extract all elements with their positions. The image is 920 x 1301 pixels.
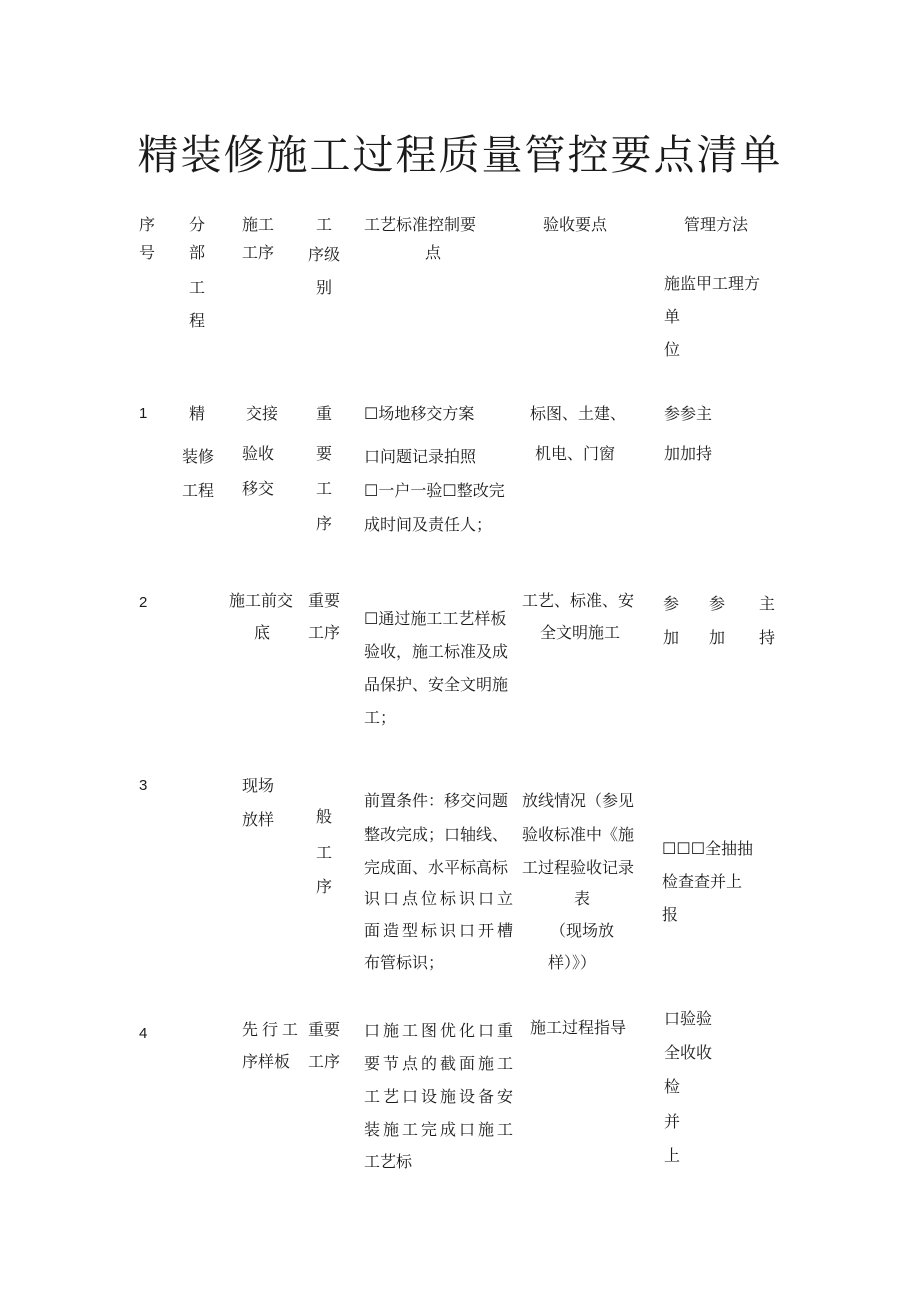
- header-division-4: 程: [189, 311, 206, 330]
- row-4-level-1: 重要: [308, 1020, 341, 1039]
- row-2-seq: 2: [139, 594, 148, 611]
- row-4-seq: 4: [139, 1025, 148, 1042]
- row-2-standard-3: 品保护、安全文明施: [364, 675, 509, 694]
- row-3-standard-6: 布管标识；: [364, 953, 445, 972]
- row-1-standard-2: 口问题记录拍照: [364, 447, 477, 466]
- row-2-management-1: 参: [663, 594, 680, 613]
- row-2-process-2: 底: [254, 623, 271, 642]
- row-4-process-2: 序样板: [242, 1052, 291, 1071]
- row-4-standard-3: 工艺口设施设备安: [364, 1087, 517, 1106]
- header-division-3: 工: [189, 278, 206, 297]
- row-1-process-3: 移交: [242, 479, 275, 498]
- row-4-standard-5: 工艺标: [364, 1152, 413, 1171]
- header-seq-1: 序: [139, 215, 156, 234]
- row-3-standard-5: 面造型标识口开槽: [364, 921, 517, 940]
- header-mgmt-units-2: 单: [664, 307, 681, 326]
- row-1-standard-1: ☐场地移交方案: [364, 404, 475, 423]
- row-3-acceptance-4: 表: [574, 889, 591, 908]
- row-2-management-4: 加: [663, 628, 680, 647]
- row-2-acceptance-1: 工艺、标准、安: [522, 591, 635, 610]
- row-4-standard-2: 要节点的截面施工: [364, 1054, 517, 1073]
- row-3-level-3: 序: [316, 877, 333, 896]
- row-2-process-1: 施工前交: [229, 591, 294, 610]
- row-3-process-2: 放样: [242, 810, 275, 829]
- row-1-process-1: 交接: [246, 404, 279, 423]
- row-1-seq: 1: [139, 405, 148, 422]
- row-2-level-2: 工序: [308, 623, 341, 642]
- row-3-acceptance-5: （现场放: [550, 921, 615, 940]
- row-4-process-1: 先行工: [242, 1020, 303, 1039]
- header-seq-2: 号: [139, 243, 156, 262]
- header-process-1: 施工: [242, 215, 275, 234]
- row-2-standard-1: ☐通过施工工艺样板: [364, 609, 507, 628]
- row-1-acceptance-1: 标图、土建、: [530, 404, 627, 423]
- row-3-management-2: 检查查并上: [662, 872, 743, 891]
- row-1-level-4: 序: [316, 514, 333, 533]
- row-3-process-1: 现场: [242, 776, 275, 795]
- row-1-management-1: 参参主: [664, 404, 713, 423]
- row-3-level-1: 般: [316, 807, 333, 826]
- row-3-standard-1: 前置条件：移交问题: [364, 791, 509, 810]
- document-title: 精装修施工过程质量管控要点清单: [137, 131, 783, 179]
- header-mgmt-units-3: 位: [664, 340, 681, 359]
- row-4-management-2: 全收收: [664, 1043, 713, 1062]
- row-1-level-1: 重: [316, 404, 333, 423]
- row-2-standard-2: 验收，施工标准及成: [364, 642, 509, 661]
- header-mgmt-units-1: 施监甲工理方: [664, 274, 761, 293]
- row-2-management-3: 主: [759, 594, 776, 613]
- row-1-level-3: 工: [316, 479, 333, 498]
- header-division-2: 部: [189, 243, 206, 262]
- row-3-management-1: ☐☐☐全抽抽: [662, 839, 754, 858]
- row-3-acceptance-6: 样）》）: [548, 953, 597, 972]
- row-2-management-5: 加: [709, 628, 726, 647]
- row-3-standard-3: 完成面、水平标高标: [364, 858, 509, 877]
- header-standard-1: 工艺标准控制要: [364, 215, 477, 234]
- row-1-division-2: 装修: [182, 447, 215, 466]
- header-acceptance: 验收要点: [543, 215, 608, 234]
- header-process-2: 工序: [242, 243, 275, 262]
- row-4-management-3: 检: [664, 1077, 681, 1096]
- row-2-level-1: 重要: [308, 591, 341, 610]
- row-1-process-2: 验收: [242, 444, 275, 463]
- row-4-standard-4: 装施工完成口施工: [364, 1120, 517, 1139]
- header-standard-2: 点: [425, 243, 442, 262]
- header-level-3: 别: [316, 278, 333, 297]
- row-4-management-4: 并: [664, 1112, 681, 1131]
- row-3-level-2: 工: [316, 843, 333, 862]
- row-3-seq: 3: [139, 777, 148, 794]
- row-2-management-6: 持: [759, 628, 776, 647]
- row-1-level-2: 要: [316, 444, 333, 463]
- row-4-management-5: 上: [664, 1146, 681, 1165]
- row-1-standard-4: 成时间及责任人；: [364, 515, 493, 534]
- row-3-acceptance-3: 工过程验收记录: [522, 858, 635, 877]
- row-1-division-3: 工程: [182, 481, 215, 500]
- row-1-division-1: 精: [189, 404, 206, 423]
- header-division-1: 分: [189, 215, 206, 234]
- row-4-standard-1: 口施工图优化口重: [364, 1021, 517, 1040]
- row-2-management-2: 参: [709, 594, 726, 613]
- row-1-standard-3: ☐一户一验☐整改完: [364, 481, 505, 500]
- row-3-management-3: 报: [662, 905, 679, 924]
- header-level-1: 工: [316, 215, 333, 234]
- row-2-acceptance-2: 全文明施工: [540, 623, 621, 642]
- row-4-management-1: 口验验: [664, 1009, 713, 1028]
- row-1-management-2: 加加持: [664, 444, 713, 463]
- row-3-standard-2: 整改完成；口轴线、: [364, 825, 509, 844]
- header-management: 管理方法: [684, 215, 749, 234]
- row-2-standard-4: 工；: [364, 708, 397, 727]
- row-4-level-2: 工序: [308, 1052, 341, 1071]
- header-level-2: 序级: [308, 245, 341, 264]
- row-3-standard-4: 识口点位标识口立: [364, 889, 517, 908]
- row-3-acceptance-2: 验收标准中《施: [522, 825, 635, 844]
- row-1-acceptance-2: 机电、门窗: [535, 444, 616, 463]
- row-4-acceptance-1: 施工过程指导: [530, 1018, 627, 1037]
- row-3-acceptance-1: 放线情况（参见: [522, 791, 635, 810]
